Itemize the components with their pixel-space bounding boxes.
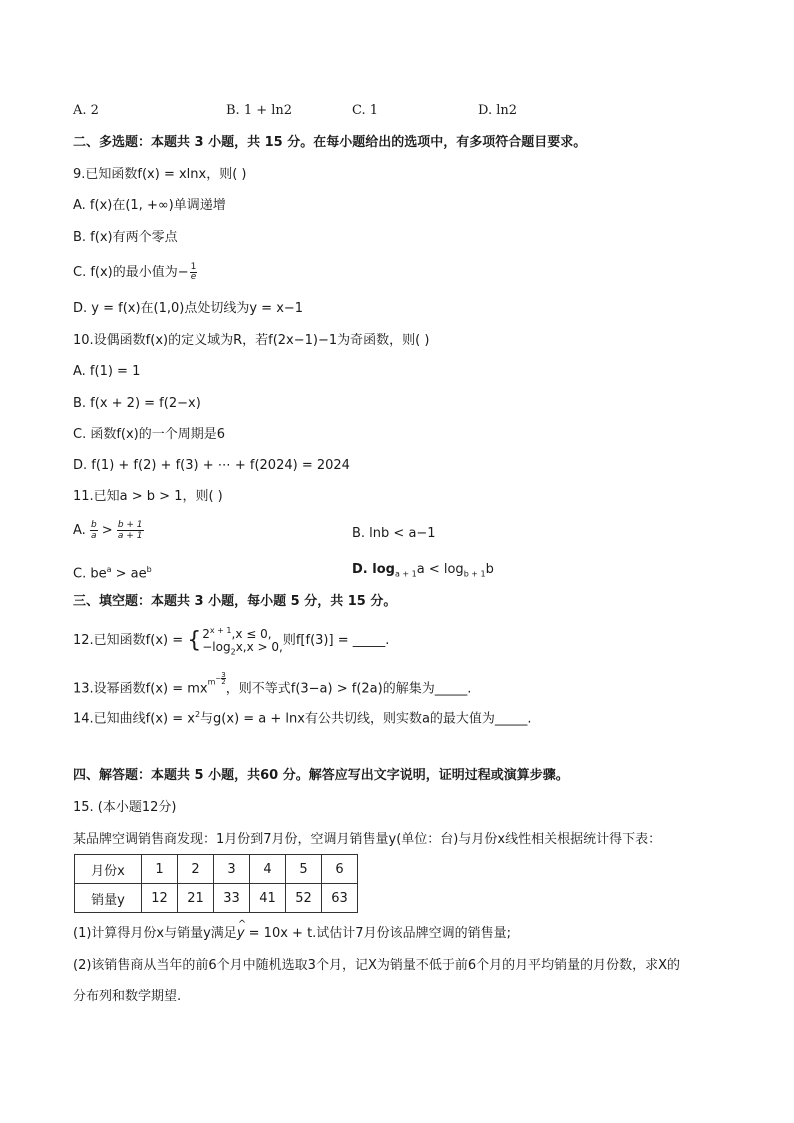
q12-suffix: 则f[f(3)] = _____.	[282, 633, 390, 649]
q11-c-sup2: b	[146, 565, 152, 574]
q12-piecewise-cases	[202, 624, 283, 658]
q13-exp-power	[215, 672, 225, 685]
table-row-header-sales: 销量y	[75, 884, 142, 913]
q9-option-a: A. f(x)在(1, +∞)单调递增	[73, 198, 226, 213]
q14-question	[73, 706, 532, 728]
q11-stem: 11.已知a > b > 1，则( )	[73, 489, 223, 504]
q11-fraction-1-den: a	[91, 531, 97, 541]
q9-option-d: D. y = f(x)在(1,0)点处切线为y = x−1	[73, 301, 304, 316]
q15-y-hat	[236, 919, 247, 943]
q11-c-part1: C. be	[73, 566, 107, 582]
q8-option-c: C. 1	[352, 103, 379, 118]
q9-fraction-denominator: e	[190, 272, 197, 282]
table-cell: 21	[178, 884, 214, 913]
q15-part-2: (2)该销售商从当年的前6个月中随机选取3个月，记X为销量不低于前6个月的月平均销量的月份数，求X的	[73, 958, 681, 973]
table-cell: 5	[286, 855, 322, 884]
q15-header: 15. (本小题12分)	[73, 800, 177, 815]
q13-exponent	[208, 672, 226, 687]
q12-case-2	[202, 641, 283, 658]
q9-option-c-fraction	[190, 263, 198, 282]
q9-option-c-text: C. f(x)的最小值为−	[73, 265, 189, 280]
q8-option-d: D. ln2	[478, 103, 518, 118]
q11-gt-sign: >	[97, 523, 117, 538]
q11-d-mid: a < log	[416, 562, 464, 577]
q10-option-d: D. f(1) + f(2) + f(3) + ⋯ + f(2024) = 2024	[73, 458, 350, 473]
q15-part-1	[73, 919, 511, 943]
q11-fraction-2	[117, 520, 144, 541]
q13-prefix: 13.设幂函数f(x) = mx	[73, 681, 208, 697]
q9-option-b: B. f(x)有两个零点	[73, 230, 178, 245]
hat-symbol: ^	[237, 919, 247, 930]
q12-brace: {	[187, 628, 202, 654]
q11-fraction-2-den: a + 1	[117, 531, 143, 541]
table-cell: 6	[322, 855, 358, 884]
q12-case1-exp: x + 1	[209, 626, 232, 635]
q11-option-b: B. lnb < a−1	[352, 526, 436, 541]
q13-exp-m: m	[207, 677, 216, 687]
table-row-header-month: 月份x	[75, 855, 142, 884]
q8-option-b: B. 1 + ln2	[226, 103, 293, 118]
q12-case2-cond: x,x > 0,	[235, 640, 283, 654]
q12-prefix: 12.已知函数f(x) =	[73, 633, 188, 649]
q9-option-c	[73, 263, 197, 282]
table-cell: 52	[286, 884, 322, 913]
q9-stem: 9.已知函数f(x) = xlnx，则( )	[73, 167, 247, 182]
q12-case2-log: −log	[202, 640, 231, 654]
table-cell: 2	[178, 855, 214, 884]
q10-option-a: A. f(1) = 1	[73, 364, 141, 379]
q11-d-post: b	[485, 562, 494, 577]
q11-option-c	[73, 561, 152, 583]
table-cell: 33	[214, 884, 250, 913]
q13-question	[73, 672, 471, 702]
q15-y-hat-var: y	[236, 926, 245, 941]
q11-c-sup1: a	[106, 565, 112, 574]
table-cell: 41	[250, 884, 286, 913]
q15-part-1-suffix: = 10x + t.试估计7月份该品牌空调的销售量;	[244, 926, 511, 941]
q12-case-1	[202, 624, 283, 641]
section-heading-solutions: 四、解答题：本题共 5 小题，共60 分。解答应写出文字说明，证明过程或演算步骤。	[73, 768, 569, 783]
q11-option-a-label: A.	[73, 523, 90, 538]
section-heading-fill-in: 三、填空题：本题共 3 小题，每小题 5 分，共 15 分。	[73, 594, 397, 609]
q15-part-1-prefix: (1)计算得月份x与销量y满足	[73, 926, 237, 941]
q14-prefix: 14.已知曲线f(x) = x	[73, 711, 195, 727]
q12-case1-cond: ,x ≤ 0,	[231, 627, 272, 641]
q15-intro: 某品牌空调销售商发现：1月份到7月份，空调月销售量y(单位：台)与月份x线性相关根据统计得下表：	[73, 832, 662, 847]
q13-exp-minus: −	[215, 674, 222, 683]
table-row	[75, 855, 358, 884]
table-cell: 12	[142, 884, 178, 913]
q8-option-a: A. 2	[73, 103, 99, 118]
q11-d-log1: D. log	[352, 562, 395, 577]
table-cell: 63	[322, 884, 358, 913]
q14-exp: 2	[194, 710, 201, 719]
table-cell: 3	[214, 855, 250, 884]
q10-option-c: C. 函数f(x)的一个周期是6	[73, 427, 226, 442]
q11-fraction-2-num: b + 1	[117, 520, 143, 530]
q12-case1-base: 2	[202, 627, 210, 641]
table-cell: 1	[142, 855, 178, 884]
q13-exp-den: 2	[221, 678, 226, 686]
q9-fraction-numerator: 1	[190, 262, 197, 272]
table-cell: 4	[250, 855, 286, 884]
q11-d-sub2: b + 1	[463, 569, 486, 579]
q14-suffix: 与g(x) = a + lnx有公共切线，则实数a的最大值为_____.	[200, 711, 532, 727]
sales-table	[74, 854, 358, 913]
section-heading-multiple-choice: 二、多选题：本题共 3 小题，共 15 分。在每小题给出的选项中，有多项符合题目要求。	[73, 135, 587, 150]
q11-d-sub1: a + 1	[394, 569, 417, 579]
q11-option-a	[73, 518, 144, 544]
q11-c-mid: > ae	[111, 566, 147, 582]
q15-part-2-continued: 分布列和数学期望.	[73, 989, 182, 1004]
q11-fraction-1-num: b	[90, 520, 97, 530]
q12-case2-base: 2	[230, 647, 236, 657]
q10-stem: 10.设偶函数f(x)的定义域为R，若f(2x−1)−1为奇函数，则( )	[73, 333, 430, 348]
table-row	[75, 884, 358, 913]
q12-question	[73, 624, 389, 658]
q13-suffix: ，则不等式f(3−a) > f(2a)的解集为_____.	[225, 681, 472, 697]
q11-fraction-1	[90, 520, 98, 541]
q13-exp-num: 3	[221, 671, 226, 679]
q11-option-d	[352, 561, 494, 584]
q10-option-b: B. f(x + 2) = f(2−x)	[73, 396, 201, 411]
